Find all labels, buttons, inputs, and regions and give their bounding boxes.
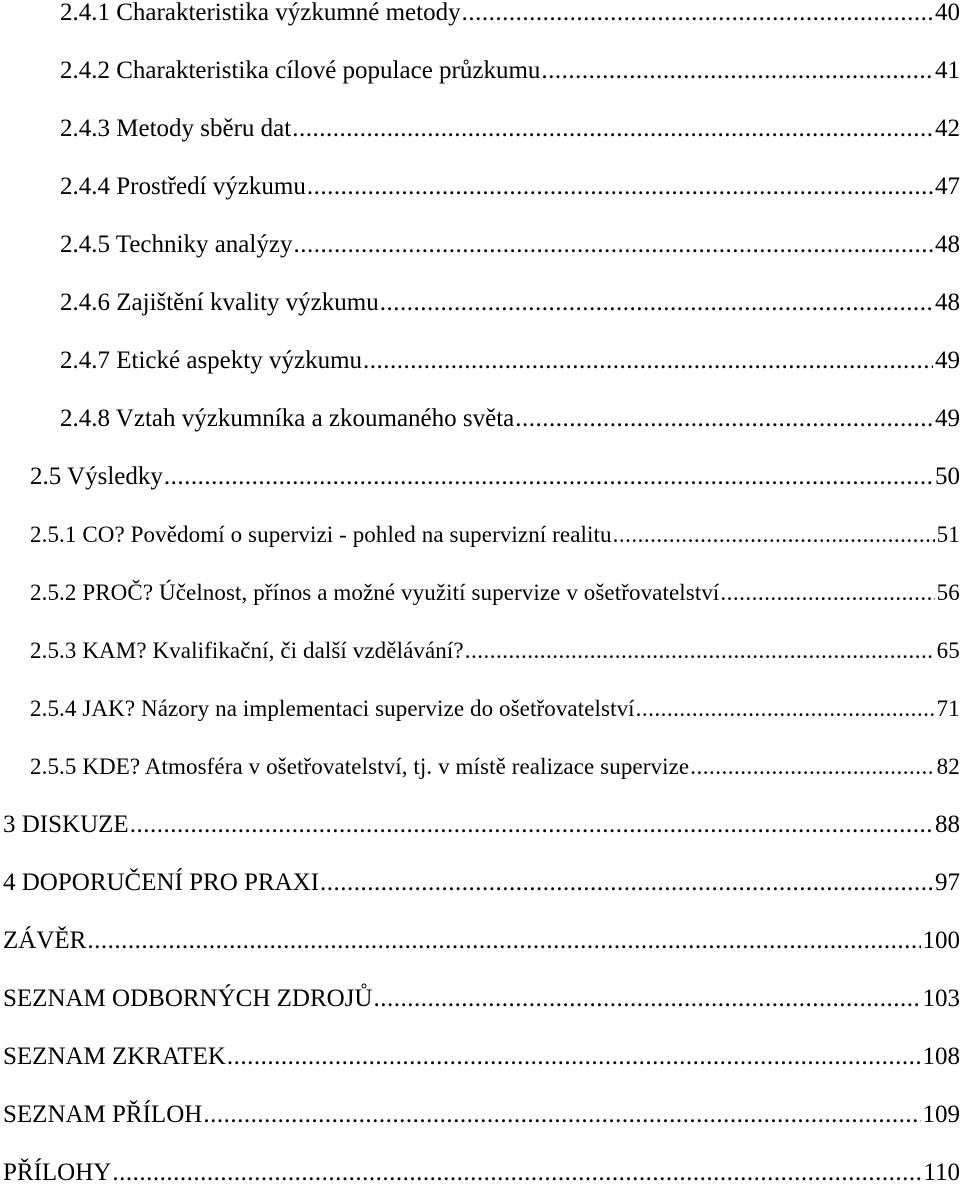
toc-entry[interactable]: [3, 923, 960, 959]
toc-entry-title: 2.5.5 KDE? Atmosféra v ošetřovatelství, tj. v místě realizace supervize: [30, 754, 690, 779]
toc-entry-page: 56: [936, 580, 960, 605]
toc-entry-page: 88: [935, 811, 960, 838]
toc-entry[interactable]: [60, 227, 960, 263]
toc-entry-page: 100: [922, 927, 960, 954]
toc-entry-title: 3 DISKUZE: [3, 811, 129, 838]
toc-leader-dots: [720, 575, 934, 611]
toc-entry-page: 51: [936, 522, 960, 547]
toc-entry-title: 2.5.1 CO? Povědomí o supervizi - pohled na supervizní realitu: [30, 522, 612, 547]
toc-leader-dots: [164, 459, 933, 495]
toc-entry[interactable]: [3, 1155, 960, 1191]
toc-entry-title: 2.4.4 Prostředí výzkumu: [60, 173, 306, 200]
toc-entry-title: 2.4.2 Charakteristika cílové populace průzkumu: [60, 57, 541, 84]
toc-leader-dots: [465, 633, 935, 669]
toc-leader-dots: [293, 227, 933, 263]
toc-entry-title: 2.4.5 Techniky analýzy: [60, 231, 293, 258]
toc-entry[interactable]: [60, 111, 960, 147]
toc-entry[interactable]: [3, 865, 960, 901]
toc-leader-dots: [541, 53, 933, 89]
toc-leader-dots: [373, 981, 920, 1017]
toc-entry-page: 110: [923, 1159, 960, 1186]
toc-entry-title: PŘÍLOHY: [3, 1159, 112, 1186]
toc-entry-page: 48: [935, 231, 960, 258]
toc-entry-page: 82: [936, 754, 960, 779]
toc-entry-title: 2.4.6 Zajištění kvality výzkumu: [60, 289, 379, 316]
toc-entry-title: ZÁVĚR: [3, 927, 87, 954]
toc-entry-page: 49: [935, 405, 960, 432]
toc-entry-page: 103: [922, 985, 960, 1012]
toc-leader-dots: [613, 517, 935, 553]
toc-entry-title: 2.5.4 JAK? Názory na implementaci supervize do ošetřovatelství: [30, 696, 635, 721]
toc-entry-title: 2.4.7 Etické aspekty výzkumu: [60, 347, 363, 374]
toc-entry[interactable]: [60, 285, 960, 321]
toc-entry-title: 2.4.1 Charakteristika výzkumné metody: [60, 0, 461, 26]
toc-entry[interactable]: [60, 401, 960, 437]
toc-entry-page: 41: [935, 57, 960, 84]
toc-leader-dots: [690, 749, 934, 785]
toc-entry-page: 108: [922, 1043, 960, 1070]
toc-entry[interactable]: [30, 517, 960, 553]
toc-entry-page: 71: [936, 696, 960, 721]
toc-entry-page: 65: [936, 638, 960, 663]
toc-leader-dots: [462, 0, 933, 31]
toc-leader-dots: [227, 1039, 921, 1075]
toc-entry-title: SEZNAM ZKRATEK: [3, 1043, 226, 1070]
toc-entry-title: 2.4.8 Vztah výzkumníka a zkoumaného světa: [60, 405, 515, 432]
toc-entry-page: 47: [935, 173, 960, 200]
toc-entry[interactable]: [3, 1039, 960, 1075]
toc-entry[interactable]: [60, 0, 960, 31]
toc-entry[interactable]: [30, 459, 960, 495]
toc-entry[interactable]: [30, 749, 960, 785]
toc-entry-title: 2.5.2 PROČ? Účelnost, přínos a možné využití supervize v ošetřovatelství: [30, 580, 720, 605]
toc-leader-dots: [130, 807, 933, 843]
toc-entry-page: 97: [935, 869, 960, 896]
toc-entry-title: 2.4.3 Metody sběru dat: [60, 115, 292, 142]
toc-leader-dots: [363, 343, 933, 379]
toc-entry-page: 40: [935, 0, 960, 26]
toc-entry-page: 109: [922, 1101, 960, 1128]
toc-leader-dots: [203, 1097, 920, 1133]
toc-entry-title: SEZNAM PŘÍLOH: [3, 1101, 203, 1128]
toc-entry-page: 50: [935, 463, 960, 490]
toc-entry[interactable]: [30, 575, 960, 611]
toc-entry[interactable]: [60, 53, 960, 89]
toc-entry[interactable]: [3, 807, 960, 843]
toc-leader-dots: [112, 1155, 921, 1191]
toc-leader-dots: [636, 691, 935, 727]
toc-entry[interactable]: [3, 1097, 960, 1133]
toc-entry-page: 42: [935, 115, 960, 142]
toc-leader-dots: [380, 285, 933, 321]
toc-entry[interactable]: [60, 343, 960, 379]
toc-leader-dots: [320, 865, 933, 901]
toc-entry-title: 2.5.3 KAM? Kvalifikační, či další vzdělávání?: [30, 638, 464, 663]
toc-leader-dots: [87, 923, 920, 959]
toc-entry-page: 49: [935, 347, 960, 374]
toc-entry[interactable]: [60, 169, 960, 205]
toc-entry-title: 4 DOPORUČENÍ PRO PRAXI: [3, 869, 320, 896]
toc-entry-page: 48: [935, 289, 960, 316]
toc-leader-dots: [292, 111, 933, 147]
toc-entry[interactable]: [30, 633, 960, 669]
toc-leader-dots: [307, 169, 933, 205]
toc-entry[interactable]: [3, 981, 960, 1017]
toc-entry-title: SEZNAM ODBORNÝCH ZDROJŮ: [3, 985, 373, 1012]
toc-entry-title: 2.5 Výsledky: [30, 463, 163, 490]
toc-entry[interactable]: [30, 691, 960, 727]
toc-leader-dots: [515, 401, 933, 437]
